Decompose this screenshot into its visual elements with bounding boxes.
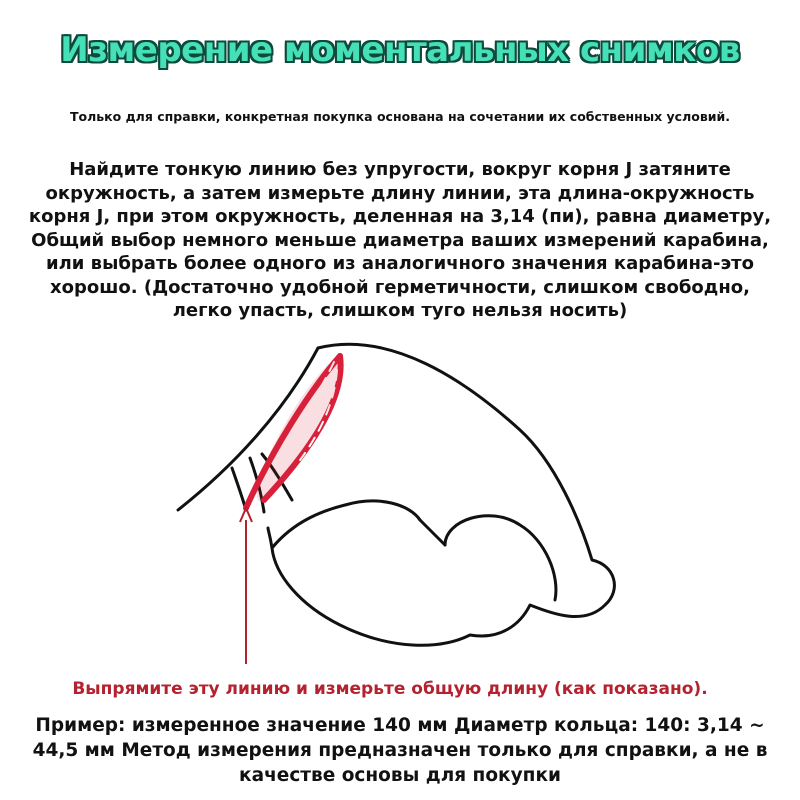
instructions-text: Найдите тонкую линию без упругости, вокруг корня J затяните окружность, а затем измерьте длину линии, эта длина-окружность корня J, при этом окружность, деленная на 3,14 (пи), равна диаметру, Общий выбор немного меньше диаметра ваших измерений карабина, или выбрать более одного из аналогичного значения карабина-это хорошо. (Достаточно удобной герметичности, слишком свободно, легко упасть, слишком туго нельзя носить) — [28, 159, 772, 321]
outline-lower-fold — [420, 520, 445, 545]
arrow-up-icon — [240, 508, 252, 664]
instruction-caption: Выпрямите эту линию и измерьте общую длину (как показано). — [72, 679, 708, 699]
example-text: Пример: измеренное значение 140 мм Диаметр кольца: 140: 3,14 ~ 44,5 мм Метод измерения предназначен только для справки, а не в качестве основы для покупки — [32, 715, 768, 786]
page-title: Измерение моментальных снимков — [60, 30, 740, 70]
outline-inner-shaft — [272, 501, 420, 548]
disclaimer-note: Только для справки, конкретная покупка основана на сочетании их собственных условий. — [69, 109, 731, 124]
outline-inner-head — [445, 516, 556, 600]
